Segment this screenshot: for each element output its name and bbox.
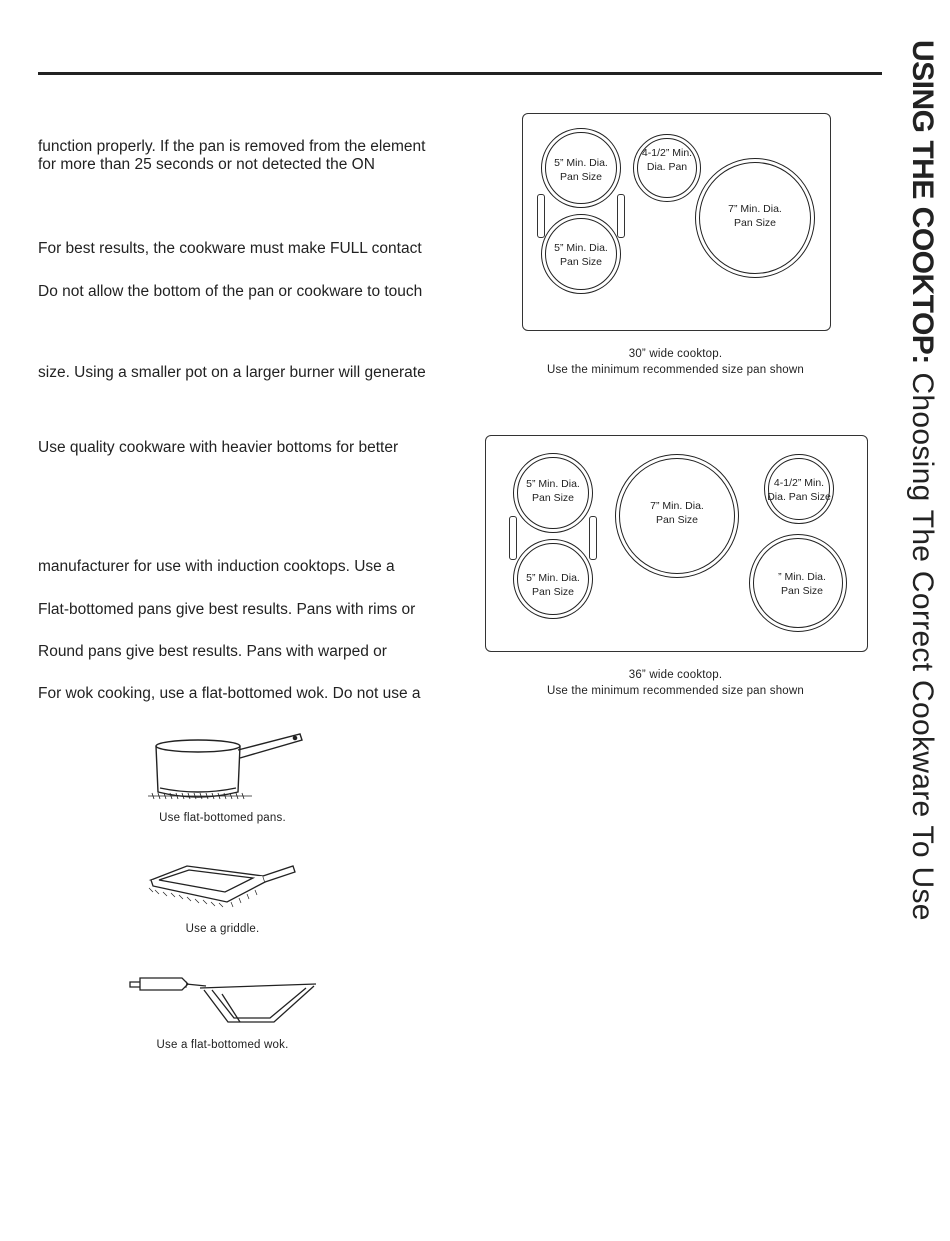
burner-36-center-large-label: 7” Min. Dia. Pan Size: [650, 500, 704, 526]
burner-30-right-large-label: 7” Min. Dia. Pan Size: [728, 203, 782, 229]
burner-36-left-bottom-label: 5” Min. Dia. Pan Size: [526, 572, 580, 598]
wok-illustration: [128, 972, 323, 1030]
paragraph-flat-bottomed: Flat-bottomed pans give best results. Pans with rims or: [38, 601, 416, 618]
header-rule: [38, 72, 882, 75]
burner-30-left-bottom-label: 5” Min. Dia. Pan Size: [554, 242, 608, 268]
bridge-30-left: [537, 194, 545, 238]
cooktop-36-caption: 36” wide cooktop. Use the minimum recommended size pan shown: [546, 669, 805, 697]
burner-30-left-top-label: 5” Min. Dia. Pan Size: [554, 157, 608, 183]
saucepan-illustration: [140, 730, 310, 810]
burner-36-right-bottom-label: ” Min. Dia. Pan Size: [778, 571, 826, 597]
section-title-regular: Choosing The Correct Cookware To Use: [906, 363, 939, 921]
wok-caption: Use a flat-bottomed wok.: [156, 1039, 289, 1051]
paragraph-wok: For wok cooking, use a flat-bottomed wok. Do not use a: [38, 685, 421, 702]
paragraph-pot-size: size. Using a smaller pot on a larger burner will generate: [38, 364, 426, 381]
bridge-30-right: [617, 194, 625, 238]
paragraph-do-not-touch: Do not allow the bottom of the pan or cookware to touch: [38, 283, 423, 300]
griddle-caption: Use a griddle.: [185, 923, 260, 935]
cooktop-30-caption: 30” wide cooktop. Use the minimum recommended size pan shown: [546, 348, 805, 376]
burner-36-right-top-label: 4-1/2” Min. Dia. Pan Size: [767, 477, 831, 503]
section-title-vertical: [900, 40, 944, 1000]
bridge-36-right: [589, 516, 597, 560]
paragraph-manufacturer: manufacturer for use with induction cooktops. Use a: [38, 558, 395, 575]
paragraph-pan-detected: for more than 25 seconds or not detected the ON: [38, 156, 375, 173]
paragraph-quality-cookware: Use quality cookware with heavier bottoms for better: [38, 439, 399, 456]
bridge-36-left: [509, 516, 517, 560]
paragraph-pan-removed: function properly. If the pan is removed from the element: [38, 138, 426, 155]
paragraph-round-pans: Round pans give best results. Pans with warped or: [38, 643, 387, 660]
section-title-bold: USING THE COOKTOP:: [906, 40, 939, 364]
griddle-illustration: [145, 862, 300, 912]
pan-caption: Use flat-bottomed pans.: [159, 812, 286, 824]
paragraph-full-contact: For best results, the cookware must make FULL contact: [38, 240, 422, 257]
cooktop-30-diagram: [522, 113, 831, 331]
cooktop-36-diagram: [485, 435, 868, 652]
burner-30-center-small-label: 4-1/2” Min. Dia. Pan: [641, 147, 693, 173]
burner-36-left-top-label: 5” Min. Dia. Pan Size: [526, 478, 580, 504]
